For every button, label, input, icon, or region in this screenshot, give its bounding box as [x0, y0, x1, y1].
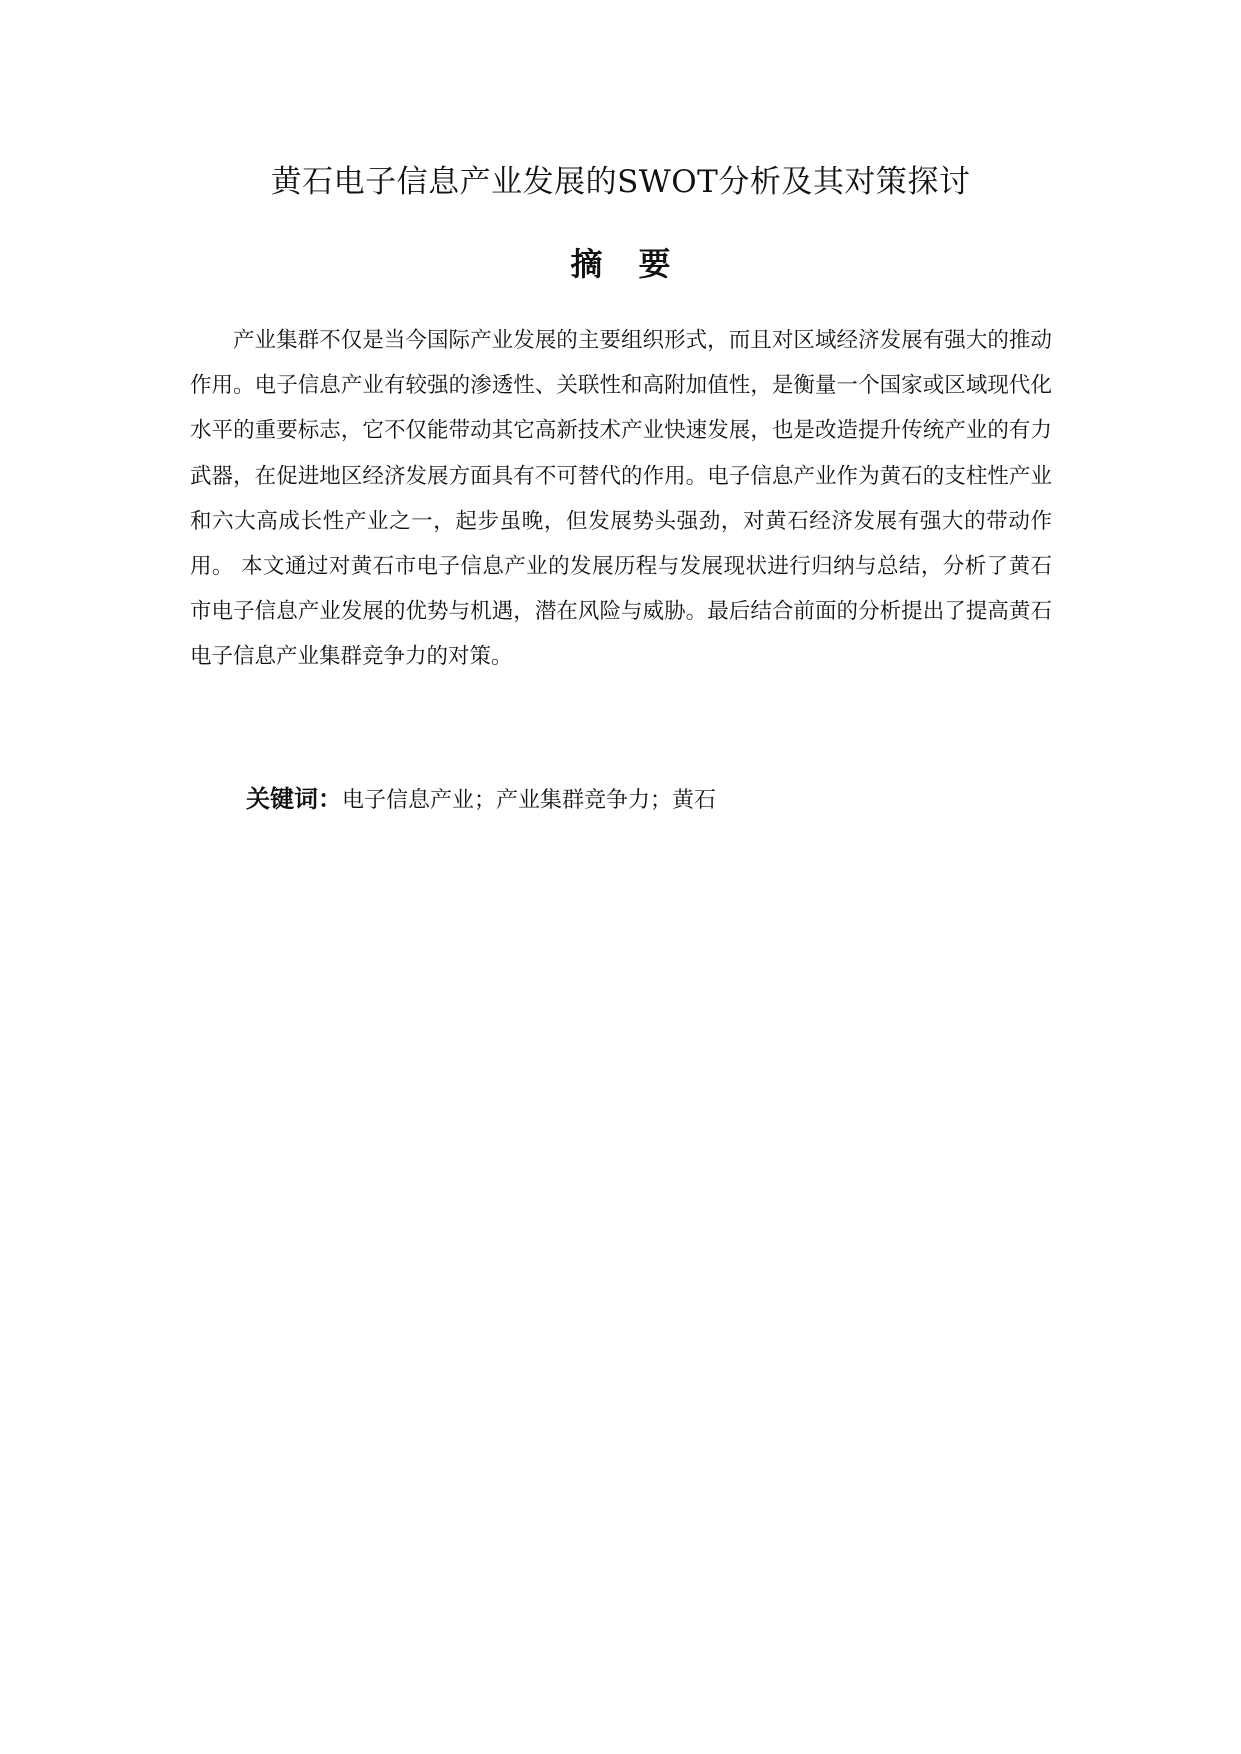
abstract-heading-char-2: 要 [638, 245, 671, 283]
keywords-line [246, 782, 716, 818]
keywords-label: 关键词： [246, 785, 342, 813]
abstract-heading-char-1: 摘 [570, 245, 603, 283]
abstract-heading [0, 242, 1241, 286]
keywords-value: 电子信息产业；产业集群竞争力；黄石 [342, 788, 717, 813]
abstract-paragraph: 产业集群不仅是当今国际产业发展的主要组织形式，而且对区域经济发展有强大的推动作用。电子信息产业有较强的渗透性、关联性和高附加值性，是衡量一个国家或区域现代化水平的重要标志，它不仅能带动其它高新技术产业快速发展，也是改造提升传统产业的有力武器，在促进地区经济发展方面具有不可替代的作用。电子信息产业作为黄石的支柱性产业和六大高成长性产业之一，起步虽晚，但发展势头强劲，对黄石经济发展有强大的带动作用。 本文通过对黄石市电子信息产业的发展历程与发展现状进行归纳与总结，分析了黄石市电子信息产业发展的优势与机遇，潜在风险与威胁。最后结合前面的分析提出了提高黄石电子信息产业集群竞争力的对策。 [190, 328, 1052, 670]
document-title: 黄石电子信息产业发展的SWOT分析及其对策探讨 [270, 164, 971, 200]
